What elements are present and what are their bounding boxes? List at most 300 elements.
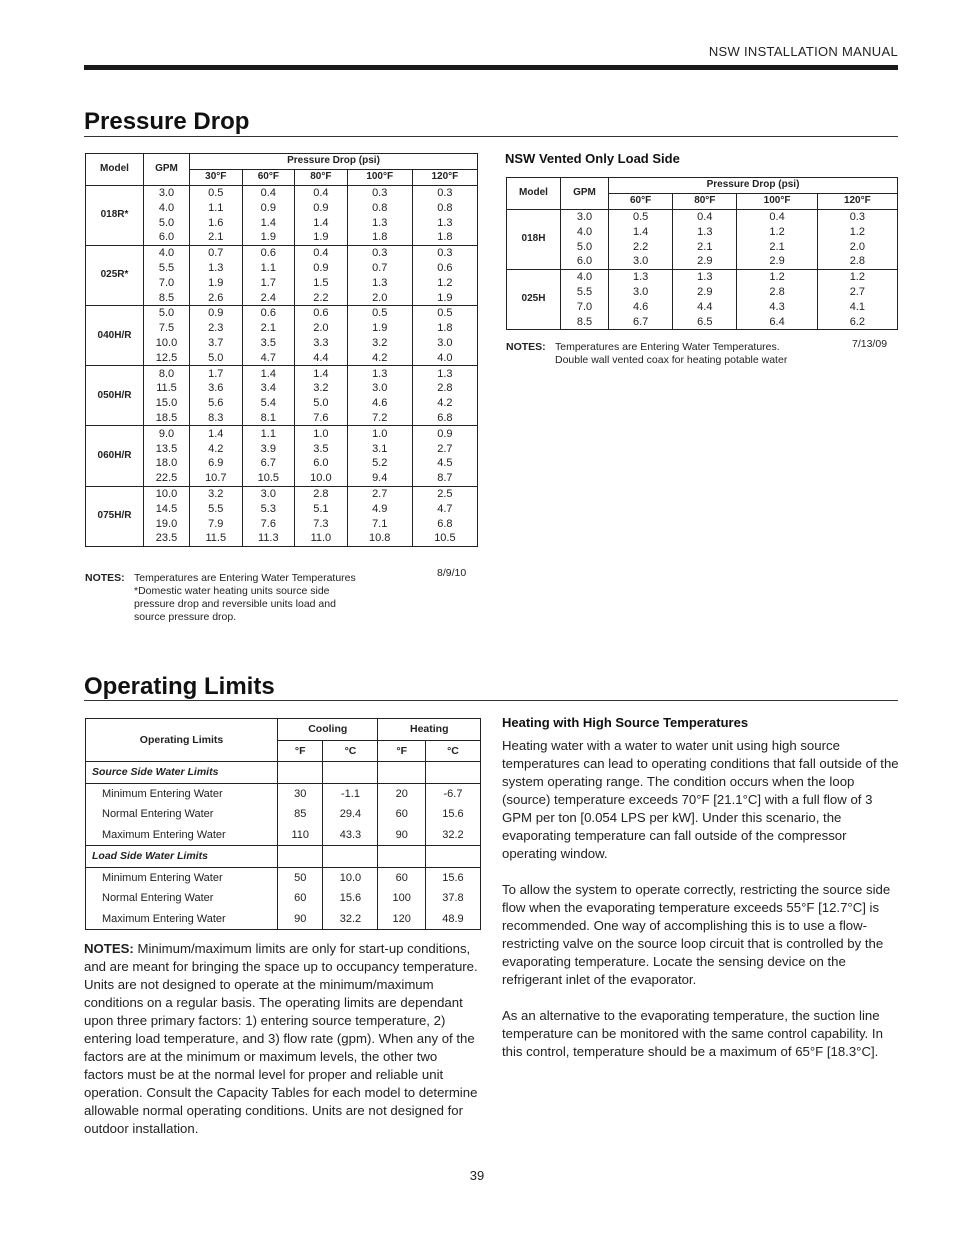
pressure-cell: 0.9 — [295, 200, 348, 215]
model-cell: 040H/R — [86, 305, 144, 365]
col-unit: °C — [323, 740, 378, 762]
row-label: Maximum Entering Water — [86, 825, 278, 846]
pressure-cell: 4.2 — [347, 350, 412, 365]
table-row — [86, 336, 478, 351]
gpm-cell: 9.0 — [144, 426, 190, 441]
table-row — [86, 411, 478, 426]
pressure-cell: 2.1 — [673, 239, 737, 254]
pressure-cell: 0.5 — [347, 305, 412, 320]
gpm-cell: 8.0 — [144, 366, 190, 381]
pressure-cell: 4.7 — [412, 501, 477, 516]
section-label: Source Side Water Limits — [86, 762, 278, 784]
pressure-drop-table — [85, 153, 478, 547]
gpm-cell: 6.0 — [144, 230, 190, 245]
pressure-cell: 11.3 — [242, 531, 295, 546]
gpm-cell: 15.0 — [144, 396, 190, 411]
table-row — [507, 299, 898, 314]
vented-table-body — [507, 209, 898, 329]
gpm-cell: 18.5 — [144, 411, 190, 426]
model-cell: 050H/R — [86, 366, 144, 426]
pressure-cell: 7.2 — [347, 411, 412, 426]
heating-section-body — [502, 737, 900, 1061]
pressure-cell: 6.4 — [737, 314, 817, 329]
empty-cell — [323, 762, 378, 784]
pressure-cell: 10.0 — [295, 471, 348, 486]
pressure-cell: 8.3 — [190, 411, 243, 426]
pressure-cell: 4.5 — [412, 456, 477, 471]
table-row — [86, 426, 478, 441]
model-cell: 060H/R — [86, 426, 144, 486]
notes-line: pressure drop and reversible units load and — [134, 598, 336, 610]
notes-label: NOTES: — [84, 941, 134, 956]
pressure-cell: 10.7 — [190, 471, 243, 486]
pressure-cell: 2.9 — [737, 254, 817, 269]
section-label: Load Side Water Limits — [86, 846, 278, 868]
col-temp: 100°F — [737, 193, 817, 209]
pressure-cell: 0.4 — [673, 209, 737, 224]
table-row — [507, 314, 898, 329]
pressure-cell: 0.6 — [242, 305, 295, 320]
pressure-cell: 0.3 — [412, 185, 477, 200]
pressure-cell: 1.9 — [347, 321, 412, 336]
notes-label: NOTES: — [85, 572, 125, 584]
pressure-cell: 1.6 — [190, 215, 243, 230]
pressure-cell: 3.2 — [347, 336, 412, 351]
col-gpm: GPM — [144, 154, 190, 186]
pressure-cell: 1.3 — [347, 215, 412, 230]
pressure-cell: 1.7 — [190, 366, 243, 381]
notes-line: source pressure drop. — [134, 611, 237, 623]
value-cell: 15.6 — [425, 804, 480, 825]
pressure-cell: 7.6 — [295, 411, 348, 426]
table-row — [86, 245, 478, 260]
pressure-cell: 0.9 — [412, 426, 477, 441]
table-row — [86, 366, 478, 381]
value-cell: 90 — [278, 909, 323, 930]
pressure-cell: 0.3 — [817, 209, 897, 224]
pressure-cell: 1.9 — [412, 290, 477, 305]
pressure-cell: 0.5 — [609, 209, 673, 224]
pressure-cell: 3.0 — [412, 336, 477, 351]
table-row — [86, 350, 478, 365]
pressure-cell: 3.2 — [190, 486, 243, 501]
pressure-cell: 1.0 — [347, 426, 412, 441]
gpm-cell: 7.0 — [144, 275, 190, 290]
notes-line: Temperatures are Entering Water Temperatures. — [555, 341, 780, 353]
pressure-cell: 4.6 — [609, 299, 673, 314]
pressure-cell: 4.2 — [190, 441, 243, 456]
pressure-cell: 4.1 — [817, 299, 897, 314]
table-row — [86, 441, 478, 456]
gpm-cell: 3.0 — [144, 185, 190, 200]
pressure-cell: 8.7 — [412, 471, 477, 486]
pressure-cell: 1.3 — [609, 269, 673, 284]
col-unit: °F — [378, 740, 425, 762]
table-row — [86, 381, 478, 396]
model-cell: 075H/R — [86, 486, 144, 546]
row-label: Minimum Entering Water — [86, 867, 278, 888]
col-heating: Heating — [378, 719, 481, 741]
table-row — [86, 867, 481, 888]
pressure-cell: 6.2 — [817, 314, 897, 329]
pressure-cell: 2.0 — [817, 239, 897, 254]
pressure-cell: 4.9 — [347, 501, 412, 516]
pressure-cell: 5.2 — [347, 456, 412, 471]
pressure-cell: 0.9 — [242, 200, 295, 215]
pressure-cell: 2.1 — [242, 321, 295, 336]
pressure-cell: 0.8 — [412, 200, 477, 215]
col-operating-limits: Operating Limits — [86, 719, 278, 762]
pressure-cell: 1.2 — [412, 275, 477, 290]
pressure-cell: 2.7 — [817, 285, 897, 300]
pressure-cell: 0.7 — [190, 245, 243, 260]
vented-table-title: NSW Vented Only Load Side — [505, 151, 680, 166]
table-row — [86, 456, 478, 471]
pressure-drop-title: Pressure Drop — [84, 108, 250, 135]
pressure-cell: 1.9 — [295, 230, 348, 245]
pressure-cell: 1.3 — [347, 275, 412, 290]
col-model: Model — [507, 178, 561, 210]
pressure-cell: 0.4 — [295, 185, 348, 200]
operating-limits-table — [85, 718, 481, 930]
pressure-cell: 5.1 — [295, 501, 348, 516]
pressure-cell: 2.3 — [190, 321, 243, 336]
pressure-cell: 1.1 — [242, 261, 295, 276]
value-cell: 100 — [378, 888, 425, 909]
notes-date: 7/13/09 — [852, 338, 888, 350]
value-cell: 20 — [378, 783, 425, 804]
row-label: Normal Entering Water — [86, 804, 278, 825]
empty-cell — [323, 846, 378, 868]
pressure-cell: 3.5 — [242, 336, 295, 351]
table-row — [86, 321, 478, 336]
model-cell: 025R* — [86, 245, 144, 305]
empty-cell — [278, 846, 323, 868]
pressure-cell: 0.9 — [190, 305, 243, 320]
gpm-cell: 14.5 — [144, 501, 190, 516]
pressure-cell: 5.4 — [242, 396, 295, 411]
pressure-cell: 1.1 — [242, 426, 295, 441]
col-cooling: Cooling — [278, 719, 378, 741]
gpm-cell: 4.0 — [561, 224, 609, 239]
pressure-cell: 1.1 — [190, 200, 243, 215]
section-row — [86, 846, 481, 868]
pressure-cell: 3.0 — [609, 285, 673, 300]
pressure-cell: 0.5 — [412, 305, 477, 320]
col-gpm: GPM — [561, 178, 609, 210]
gpm-cell: 10.0 — [144, 486, 190, 501]
pressure-cell: 2.1 — [190, 230, 243, 245]
value-cell: 110 — [278, 825, 323, 846]
table-row — [86, 261, 478, 276]
pressure-cell: 4.7 — [242, 350, 295, 365]
pressure-cell: 4.4 — [673, 299, 737, 314]
table-row — [507, 209, 898, 224]
pressure-cell: 8.1 — [242, 411, 295, 426]
pressure-cell: 2.9 — [673, 254, 737, 269]
pressure-cell: 3.9 — [242, 441, 295, 456]
model-cell: 018R* — [86, 185, 144, 245]
pressure-cell: 2.7 — [347, 486, 412, 501]
vented-pressure-drop-table — [506, 177, 898, 330]
pressure-cell: 0.3 — [412, 245, 477, 260]
pressure-cell: 7.6 — [242, 516, 295, 531]
pressure-cell: 1.8 — [347, 230, 412, 245]
pressure-cell: 6.7 — [242, 456, 295, 471]
table-row — [86, 200, 478, 215]
col-group-pressure-drop: Pressure Drop (psi) — [609, 178, 898, 194]
pressure-cell: 5.5 — [190, 501, 243, 516]
pressure-cell: 0.3 — [347, 185, 412, 200]
gpm-cell: 4.0 — [561, 269, 609, 284]
pressure-cell: 4.4 — [295, 350, 348, 365]
table-row — [86, 471, 478, 486]
row-label: Maximum Entering Water — [86, 909, 278, 930]
operating-limits-body — [86, 762, 481, 930]
gpm-cell: 5.0 — [144, 215, 190, 230]
pressure-cell: 11.5 — [190, 531, 243, 546]
gpm-cell: 4.0 — [144, 200, 190, 215]
pressure-cell: 1.2 — [737, 269, 817, 284]
pressure-cell: 1.4 — [242, 215, 295, 230]
value-cell: 60 — [378, 804, 425, 825]
table-row — [507, 269, 898, 284]
value-cell: 29.4 — [323, 804, 378, 825]
pressure-cell: 5.0 — [190, 350, 243, 365]
notes-label: NOTES: — [506, 341, 546, 353]
gpm-cell: 5.5 — [144, 261, 190, 276]
table-row — [86, 531, 478, 546]
pressure-cell: 0.6 — [412, 261, 477, 276]
operating-limits-rule — [84, 700, 898, 701]
pressure-drop-table-body — [86, 185, 478, 546]
table-row — [86, 215, 478, 230]
heating-section-title: Heating with High Source Temperatures — [502, 715, 749, 730]
pressure-cell: 1.7 — [242, 275, 295, 290]
col-unit: °F — [278, 740, 323, 762]
gpm-cell: 18.0 — [144, 456, 190, 471]
notes-line: Temperatures are Entering Water Temperatures — [134, 572, 356, 584]
empty-cell — [278, 762, 323, 784]
value-cell: -1.1 — [323, 783, 378, 804]
pressure-cell: 3.6 — [190, 381, 243, 396]
col-temp: 30°F — [190, 169, 243, 185]
pressure-cell: 0.6 — [242, 245, 295, 260]
pressure-cell: 2.6 — [190, 290, 243, 305]
pressure-cell: 0.7 — [347, 261, 412, 276]
table-row — [507, 285, 898, 300]
gpm-cell: 3.0 — [561, 209, 609, 224]
empty-cell — [425, 762, 480, 784]
pressure-cell: 2.8 — [412, 381, 477, 396]
empty-cell — [378, 762, 425, 784]
table-row — [507, 224, 898, 239]
pressure-cell: 0.4 — [295, 245, 348, 260]
pressure-cell: 6.8 — [412, 516, 477, 531]
pressure-cell: 9.4 — [347, 471, 412, 486]
gpm-cell: 5.5 — [561, 285, 609, 300]
pressure-cell: 0.5 — [190, 185, 243, 200]
empty-cell — [425, 846, 480, 868]
notes-text — [134, 572, 356, 624]
col-model: Model — [86, 154, 144, 186]
col-temp: 80°F — [673, 193, 737, 209]
value-cell: 48.9 — [425, 909, 480, 930]
pressure-cell: 2.5 — [412, 486, 477, 501]
pressure-cell: 5.6 — [190, 396, 243, 411]
pressure-cell: 3.4 — [242, 381, 295, 396]
value-cell: 120 — [378, 909, 425, 930]
col-temp: 60°F — [609, 193, 673, 209]
notes-line: *Domestic water heating units source side — [134, 585, 330, 597]
table-row — [86, 516, 478, 531]
pressure-cell: 1.9 — [242, 230, 295, 245]
pressure-cell: 1.9 — [190, 275, 243, 290]
value-cell: 10.0 — [323, 867, 378, 888]
pressure-cell: 5.3 — [242, 501, 295, 516]
value-cell: 43.3 — [323, 825, 378, 846]
pressure-cell: 4.0 — [412, 350, 477, 365]
pressure-cell: 1.3 — [412, 215, 477, 230]
table-row — [86, 783, 481, 804]
pressure-cell: 1.5 — [295, 275, 348, 290]
pressure-cell: 1.4 — [190, 426, 243, 441]
col-temp: 120°F — [817, 193, 897, 209]
pressure-cell: 10.5 — [242, 471, 295, 486]
pressure-cell: 2.2 — [295, 290, 348, 305]
pressure-cell: 1.2 — [817, 269, 897, 284]
gpm-cell: 7.0 — [561, 299, 609, 314]
value-cell: 50 — [278, 867, 323, 888]
value-cell: 37.8 — [425, 888, 480, 909]
table-row — [86, 230, 478, 245]
gpm-cell: 19.0 — [144, 516, 190, 531]
pressure-cell: 7.1 — [347, 516, 412, 531]
pressure-cell: 6.0 — [295, 456, 348, 471]
table-row — [86, 804, 481, 825]
pressure-cell: 7.3 — [295, 516, 348, 531]
col-temp: 120°F — [412, 169, 477, 185]
gpm-cell: 12.5 — [144, 350, 190, 365]
notes-line: Double wall vented coax for heating potable water — [555, 354, 788, 366]
pressure-cell: 7.9 — [190, 516, 243, 531]
paragraph: To allow the system to operate correctly, restricting the source side flow when the evaporating temperature exceeds 55°F [12.7°C] is recommended. One way of accomplishing this is to use a flow-restricting valve on the source loop circuit that is controlled by the evaporating temperature. Locate the sensing device on the refrigerant inlet of the evaporator. — [502, 882, 891, 987]
pressure-cell: 3.0 — [347, 381, 412, 396]
pressure-cell: 4.3 — [737, 299, 817, 314]
pressure-cell: 2.0 — [347, 290, 412, 305]
pressure-cell: 1.4 — [242, 366, 295, 381]
pressure-cell: 2.8 — [295, 486, 348, 501]
gpm-cell: 4.0 — [144, 245, 190, 260]
table-row — [86, 290, 478, 305]
value-cell: 60 — [278, 888, 323, 909]
pressure-cell: 2.0 — [295, 321, 348, 336]
operating-limits-notes — [84, 940, 480, 1138]
pressure-cell: 0.9 — [295, 261, 348, 276]
gpm-cell: 6.0 — [561, 254, 609, 269]
pressure-cell: 6.7 — [609, 314, 673, 329]
pressure-cell: 2.1 — [737, 239, 817, 254]
pressure-cell: 4.2 — [412, 396, 477, 411]
pressure-cell: 6.5 — [673, 314, 737, 329]
header-rule — [84, 65, 898, 70]
pressure-cell: 2.8 — [817, 254, 897, 269]
table-row — [86, 275, 478, 290]
page-number: 39 — [469, 1168, 485, 1183]
pressure-cell: 1.4 — [295, 215, 348, 230]
model-cell: 025H — [507, 269, 561, 329]
gpm-cell: 22.5 — [144, 471, 190, 486]
vented-notes — [506, 338, 898, 371]
pressure-drop-notes — [85, 567, 478, 628]
pressure-cell: 1.3 — [673, 224, 737, 239]
col-temp: 80°F — [295, 169, 348, 185]
pressure-cell: 11.0 — [295, 531, 348, 546]
col-group-pressure-drop: Pressure Drop (psi) — [190, 154, 478, 170]
value-cell: 60 — [378, 867, 425, 888]
pressure-cell: 4.6 — [347, 396, 412, 411]
operating-limits-title: Operating Limits — [84, 673, 275, 700]
pressure-cell: 5.0 — [295, 396, 348, 411]
pressure-cell: 0.3 — [347, 245, 412, 260]
table-row — [507, 254, 898, 269]
table-row — [86, 825, 481, 846]
value-cell: -6.7 — [425, 783, 480, 804]
pressure-cell: 1.3 — [190, 261, 243, 276]
pressure-cell: 1.2 — [817, 224, 897, 239]
pressure-cell: 6.9 — [190, 456, 243, 471]
col-unit: °C — [425, 740, 480, 762]
row-label: Normal Entering Water — [86, 888, 278, 909]
pressure-cell: 0.8 — [347, 200, 412, 215]
paragraph: As an alternative to the evaporating temperature, the suction line temperature can be monitored with the same control capability. In this control, temperature should be a maximum of 65°F [18.3°C]. — [502, 1008, 883, 1059]
paragraph: Heating water with a water to water unit using high source temperatures can lead to operating conditions that fall outside of the system operating range. The condition occurs when the loop (source) temperature exceeds 70°F [21.1°C] with a full flow of 3 GPM per ton [0.054 LPS per kW]. Under this scenario, the evaporating temperature can fall outside of the compressor operating window. — [502, 738, 899, 861]
gpm-cell: 13.5 — [144, 441, 190, 456]
pressure-cell: 0.4 — [242, 185, 295, 200]
model-cell: 018H — [507, 209, 561, 269]
pressure-cell: 2.4 — [242, 290, 295, 305]
pressure-cell: 0.4 — [737, 209, 817, 224]
table-row — [86, 396, 478, 411]
value-cell: 85 — [278, 804, 323, 825]
gpm-cell: 23.5 — [144, 531, 190, 546]
gpm-cell: 8.5 — [561, 314, 609, 329]
notes-date: 8/9/10 — [437, 567, 467, 579]
empty-cell — [378, 846, 425, 868]
pressure-cell: 6.8 — [412, 411, 477, 426]
pressure-cell: 3.7 — [190, 336, 243, 351]
gpm-cell: 7.5 — [144, 321, 190, 336]
col-temp: 60°F — [242, 169, 295, 185]
pressure-cell: 2.9 — [673, 285, 737, 300]
pressure-cell: 3.3 — [295, 336, 348, 351]
pressure-cell: 10.5 — [412, 531, 477, 546]
gpm-cell: 8.5 — [144, 290, 190, 305]
pressure-cell: 1.3 — [347, 366, 412, 381]
pressure-cell: 1.2 — [737, 224, 817, 239]
table-row — [86, 185, 478, 200]
value-cell: 32.2 — [425, 825, 480, 846]
value-cell: 15.6 — [425, 867, 480, 888]
manual-title: NSW INSTALLATION MANUAL — [708, 44, 898, 59]
table-row — [86, 501, 478, 516]
pressure-cell: 1.4 — [609, 224, 673, 239]
pressure-cell: 3.2 — [295, 381, 348, 396]
gpm-cell: 10.0 — [144, 336, 190, 351]
value-cell: 32.2 — [323, 909, 378, 930]
notes-text: Minimum/maximum limits are only for start-up conditions, and are meant for bringing the space up to occupancy temperature. Units are not designed to operate at the minimum/maximum conditions on a regular basis. The operating limits are dependant upon three primary factors: 1) entering source temperature, 2) entering load temperature, and 3) flow rate (gpm). When any of the factors are at the minimum or maximum levels, the other two factors must be at the normal level for proper and reliable unit operation. Consult the Capacity Tables for each model to determine allowable normal operating conditions. Units are not designed for outdoor installation. — [84, 941, 478, 1136]
pressure-cell: 1.3 — [673, 269, 737, 284]
